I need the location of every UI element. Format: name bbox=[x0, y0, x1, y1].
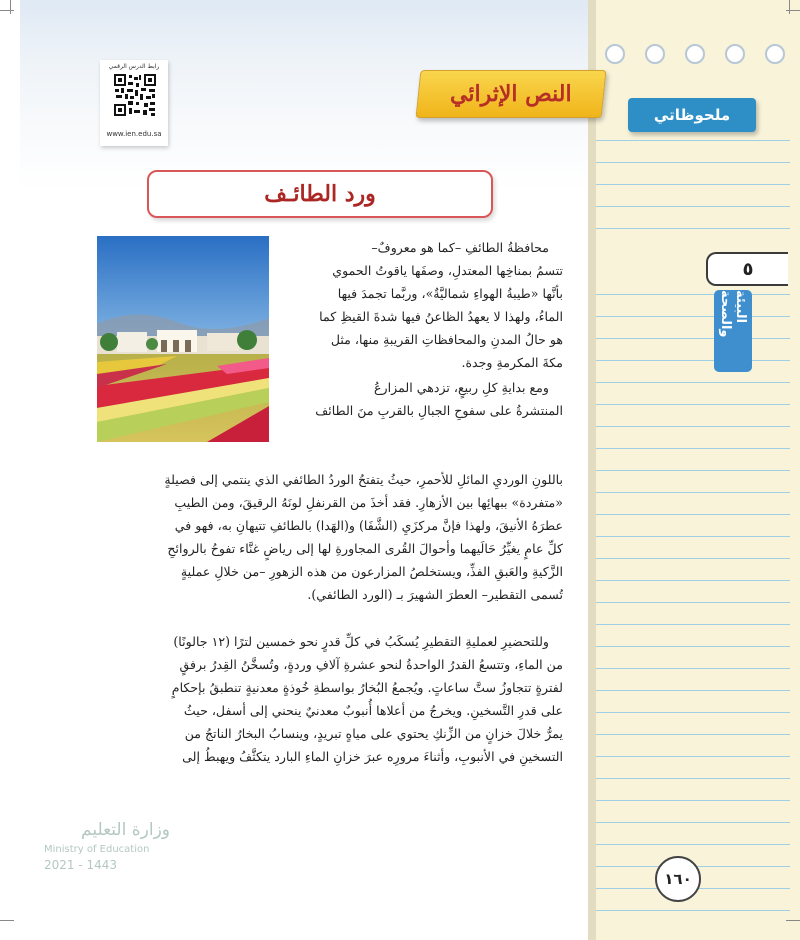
text-line: عطرَهُ الأنيقَ، ولهذا فإنَّ مركزَيِ (الشَّفَا) و(الهَدا) بالطائفِ تتيهانِ به، فهو في bbox=[174, 518, 563, 534]
crop-mark bbox=[789, 0, 790, 14]
qr-url[interactable]: www.ien.edu.sa bbox=[106, 130, 162, 138]
text-line: الماءُ، ولهذا لا يعهدُ الظاعنُ فيها شدةَ القيظِ كما bbox=[319, 309, 563, 325]
text-line: يمرُّ خلالَ خزانٍ من الزِّنكِ يحتوي على مياهٍ تبريدٍ، وينسابُ البخارُ الناتجُ من bbox=[184, 726, 563, 742]
ruled-line bbox=[596, 514, 790, 515]
text-line: الزَّكيةِ والعَبقِ الفذِّ، ويستخلصُ المزارعون من هذه الزهورِ –من خلالِ عمليةٍ bbox=[180, 564, 563, 580]
text-line: المنتشرةُ على سفوحِ الجبالِ بالقربِ منَ الطائف bbox=[315, 402, 563, 418]
ruled-line bbox=[596, 558, 790, 559]
binder-hole bbox=[685, 44, 705, 64]
binder-holes bbox=[605, 44, 785, 68]
page-number-badge bbox=[655, 856, 701, 902]
logo-arabic-name: وزارة التعليم bbox=[81, 820, 170, 840]
unit-tab bbox=[714, 290, 752, 372]
text-line: على قدرِ التَّسخينِ. ويخرجُ من أعلاها أُنبوبٌ معدنيٌ ينحني إلى أسفل، حيثُ bbox=[183, 703, 563, 719]
ruled-line bbox=[596, 778, 790, 779]
page-number: ١٦٠ bbox=[664, 870, 692, 888]
ruled-line bbox=[596, 184, 790, 185]
ruled-line bbox=[596, 316, 790, 317]
logo-year: 2021 - 1443 bbox=[44, 858, 118, 872]
ruled-line bbox=[596, 646, 790, 647]
text-line: باللونِ الورديِ المائلِ للأحمرِ، حيثُ يتفتحُ الوردُ الطائفي الذي ينتمي إلى فصيلةٍ bbox=[164, 472, 563, 487]
ruled-line bbox=[596, 580, 790, 581]
notes-column bbox=[588, 0, 800, 940]
logo-english-name: Ministry of Education bbox=[44, 844, 150, 855]
notes-tab bbox=[628, 98, 756, 132]
article-title-box bbox=[147, 170, 493, 218]
binder-hole bbox=[605, 44, 625, 64]
taif-rose-garden-photo bbox=[97, 236, 269, 442]
qr-code-icon[interactable] bbox=[114, 74, 156, 116]
ruled-line bbox=[596, 690, 790, 691]
crop-mark bbox=[0, 10, 14, 11]
crop-mark bbox=[10, 0, 11, 14]
binder-hole bbox=[725, 44, 745, 64]
qr-label: رابط الدرس الرقمي bbox=[108, 63, 160, 70]
ruled-line bbox=[596, 140, 790, 141]
section-banner bbox=[415, 70, 606, 118]
binder-hole bbox=[645, 44, 665, 64]
ruled-line bbox=[596, 360, 790, 361]
paragraph-3 bbox=[93, 630, 563, 769]
ruled-line bbox=[596, 822, 790, 823]
paragraph-1-wrapped bbox=[279, 236, 563, 422]
crop-mark bbox=[0, 920, 14, 921]
ruled-line bbox=[596, 426, 790, 427]
ruled-line bbox=[596, 448, 790, 449]
ruled-line bbox=[596, 404, 790, 405]
ruled-line bbox=[596, 712, 790, 713]
ruled-line bbox=[596, 756, 790, 757]
article-title: ورد الطائـف bbox=[264, 181, 376, 207]
text-line: «متفردة» ببهائِها بين الأزهارِ. فقد أخذَ من القرنفلِ لونَهُ الرقيقَ، ومن الطيبِ bbox=[174, 495, 563, 511]
unit-label: البيئة والصحة bbox=[718, 290, 748, 338]
ruled-line bbox=[596, 844, 790, 845]
binder-hole bbox=[765, 44, 785, 64]
ruled-line bbox=[596, 492, 790, 493]
ruled-line bbox=[596, 536, 790, 537]
crop-mark bbox=[786, 920, 800, 921]
ruled-line bbox=[596, 162, 790, 163]
ruled-line bbox=[596, 800, 790, 801]
ruled-line bbox=[596, 470, 790, 471]
text-line: ومع بدايةِ كلِ ربيعٍ، تزدهي المزارعُ bbox=[374, 379, 549, 395]
ruled-line bbox=[596, 602, 790, 603]
text-line: من الماءِ، وتتسعُ القدرُ الواحدةُ لنحو عشرةِ آلافِ وردةٍ، وتُسخَّنُ القِدرُ برفقٍ bbox=[179, 657, 563, 673]
binder-strip bbox=[588, 0, 596, 940]
qr-card[interactable] bbox=[100, 60, 168, 146]
ruled-line bbox=[596, 338, 790, 339]
section-banner-title: النص الإثرائي bbox=[450, 81, 572, 107]
text-line: بأنَّها «طيبةُ الهواءِ شماليَّةٌ»، وربَّما تجمدَ فيها bbox=[337, 286, 563, 302]
ministry-logo bbox=[40, 820, 170, 880]
ruled-line bbox=[596, 382, 790, 383]
ruled-line bbox=[596, 734, 790, 735]
ruled-line bbox=[596, 910, 790, 911]
ruled-line bbox=[596, 206, 790, 207]
ruled-line bbox=[596, 668, 790, 669]
text-line: مكةَ المكرمةِ وجدة. bbox=[461, 355, 563, 371]
text-line: لفترةٍ تتجاوزُ ستَّ ساعاتٍ. ويُجمعُ البُخارُ بواسطةِ خُوذةٍ معدنيةٍ تنطبقُ بإحكامٍ bbox=[171, 680, 563, 696]
text-line: كلِّ عامٍ يغيِّرُ حَالَيهما وأحوالَ القُرى المجاورةِ لها إلى رياضٍ غنَّاء تفوحُ بالروائحِ bbox=[167, 541, 563, 557]
text-line: تتسمُ بمناخِها المعتدلِ، وصفَها ياقوتُ الحموي bbox=[332, 263, 563, 279]
text-line: التسخينِ في الأنبوبِ، وأثناءَ مرورِه عبرَ خزانِ الماءِ البارد يتكثَّفُ ويهبطُ إلى bbox=[182, 749, 563, 765]
lesson-number-badge bbox=[706, 252, 788, 286]
text-line: محافظةُ الطائفِ –كما هو معروفٌ– bbox=[371, 240, 549, 255]
text-line: تُسمى التقطير– العطرَ الشهيرَ بـ (الورد الطائفي). bbox=[307, 587, 563, 603]
text-line: وللتحضيرِ لعمليةِ التقطيرِ يُسكَبُ في كلِّ قدرٍ نحو خمسين لترًا (١٢ جالونًا) bbox=[173, 634, 549, 649]
text-line: هو حالُ المدنِ والمحافظاتِ القريبةِ منها، مثل bbox=[330, 332, 563, 348]
ruled-line bbox=[596, 294, 790, 295]
ruled-line bbox=[596, 624, 790, 625]
ruled-line bbox=[596, 228, 790, 229]
paragraph-2-full bbox=[93, 468, 563, 607]
lesson-number: ٥ bbox=[742, 258, 754, 280]
notes-tab-label: ملحوظاتي bbox=[653, 106, 731, 124]
